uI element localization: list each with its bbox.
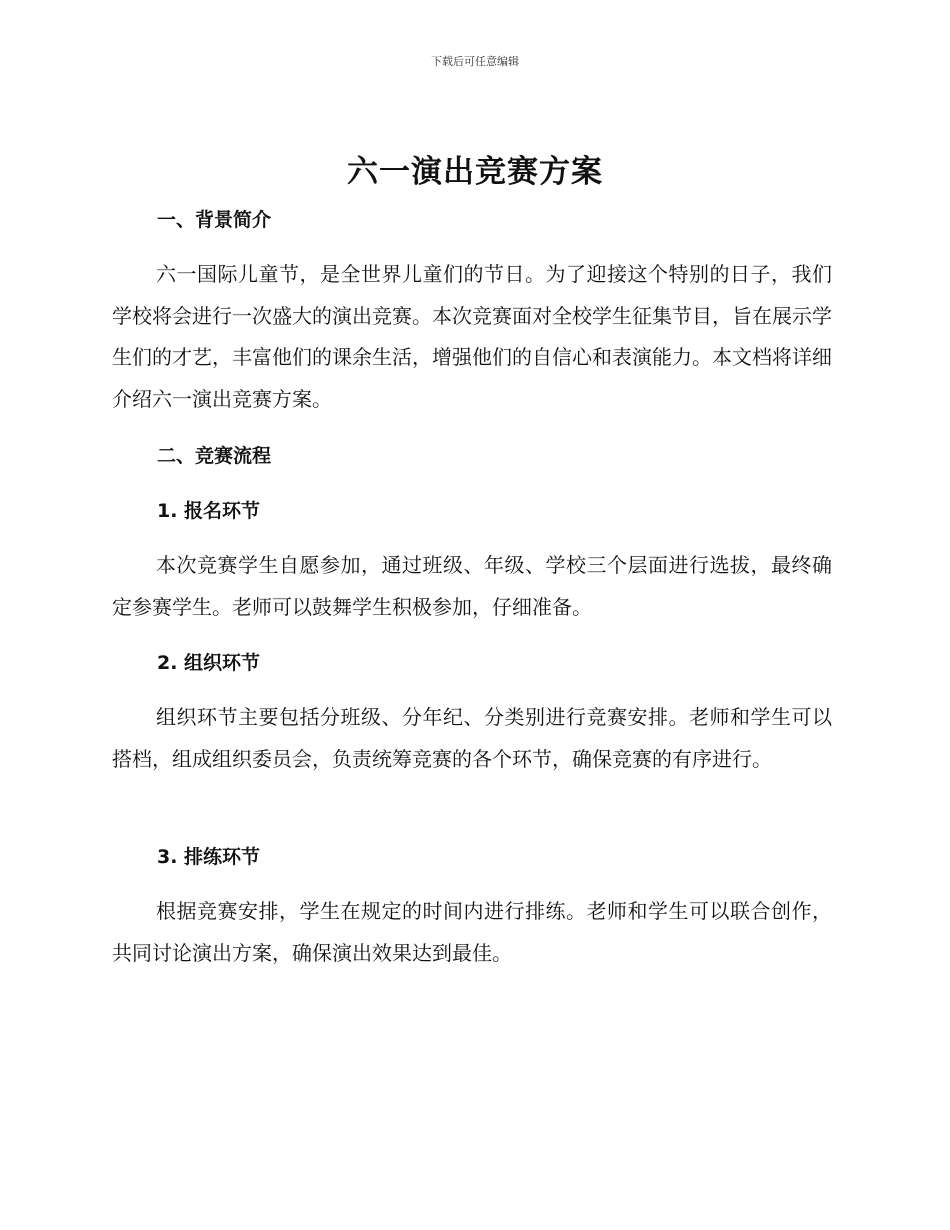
section-heading-process: 二、竞赛流程	[157, 445, 272, 467]
paragraph-rehearsal: 根据竞赛安排，学生在规定的时间内进行排练。老师和学生可以联合创作，共同讨论演出方案，确保演出效果达到最佳。	[112, 899, 832, 965]
paragraph-registration: 本次竞赛学生自愿参加，通过班级、年级、学校三个层面进行选拔，最终确定参赛学生。老师可以鼓舞学生积极参加，仔细准备。	[112, 553, 832, 619]
section-heading-background: 一、背景简介	[157, 209, 272, 231]
paragraph-organization: 组织环节主要包括分班级、分年纪、分类别进行竞赛安排。老师和学生可以搭档，组成组织委员会，负责统筹竞赛的各个环节，确保竞赛的有序进行。	[112, 705, 832, 771]
page-header: 下载后可任意编辑	[431, 55, 519, 68]
subheading-organization: 2. 组织环节	[157, 652, 261, 674]
paragraph-background: 六一国际儿童节，是全世界儿童们的节日。为了迎接这个特别的日子，我们学校将会进行一次盛大的演出竞赛。本次竞赛面对全校学生征集节目，旨在展示学生们的才艺，丰富他们的课余生活，增强他们的自信心和表演能力。本文档将详细介绍六一演出竞赛方案。	[112, 262, 832, 411]
document-title: 六一演出竞赛方案	[347, 154, 603, 190]
subheading-rehearsal: 3. 排练环节	[157, 846, 261, 868]
subheading-registration: 1. 报名环节	[157, 500, 261, 522]
